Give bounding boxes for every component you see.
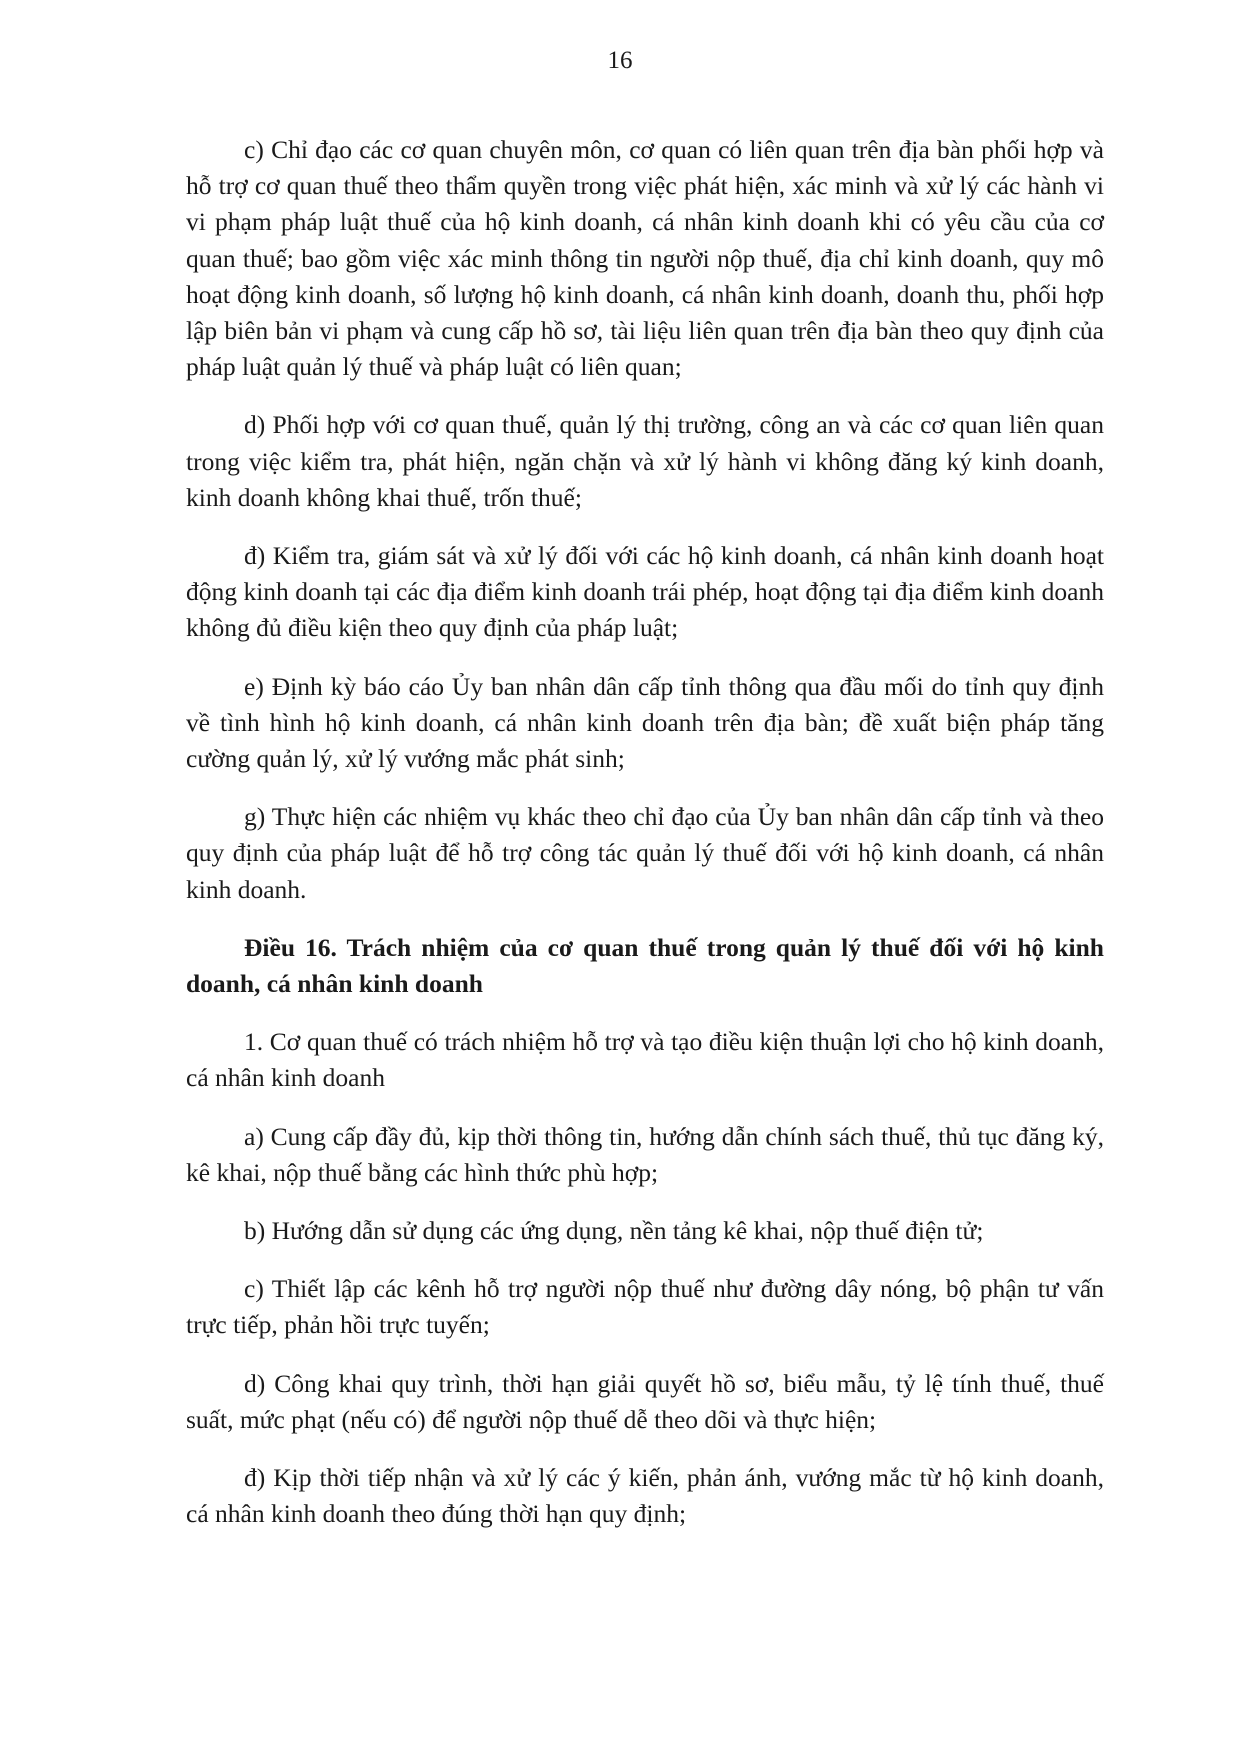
paragraph-dd-kip-thoi: đ) Kịp thời tiếp nhận và xử lý các ý kiến, phản ánh, vướng mắc từ hộ kinh doanh, cá nhân kinh doanh theo đúng thời hạn quy định; <box>186 1463 1104 1529</box>
paragraph-a-cung-cap: a) Cung cấp đầy đủ, kịp thời thông tin, hướng dẫn chính sách thuế, thủ tục đăng ký, kê khai, nộp thuế bằng các hình thức phù hợp; <box>186 1121 1104 1187</box>
paragraph-e-dinh-ky: e) Định kỳ báo cáo Ủy ban nhân dân cấp tỉnh thông qua đầu mối do tỉnh quy định về tình hình hộ kinh doanh, cá nhân kinh doanh trên địa bàn; đề xuất biện pháp tăng cường quản lý, xử lý vướng mắc phát sinh; <box>186 671 1104 774</box>
paragraph-b-huong-dan: b) Hướng dẫn sử dụng các ứng dụng, nền tảng kê khai, nộp thuế điện tử; <box>244 1216 984 1246</box>
paragraph-c-thiet-lap: c) Thiết lập các kênh hỗ trợ người nộp thuế như đường dây nóng, bộ phận tư vấn trực tiếp, phản hồi trực tuyến; <box>186 1274 1104 1340</box>
paragraph-c-chi-dao: c) Chỉ đạo các cơ quan chuyên môn, cơ quan có liên quan trên địa bàn phối hợp và hỗ trợ cơ quan thuế theo thẩm quyền trong việc phát hiện, xác minh và xử lý các hành vi vi phạm pháp luật thuế của hộ kinh doanh, cá nhân kinh doanh khi có yêu cầu của cơ quan thuế; bao gồm việc xác minh thông tin người nộp thuế, địa chỉ kinh doanh, quy mô hoạt động kinh doanh, số lượng hộ kinh doanh, cá nhân kinh doanh, doanh thu, phối hợp lập biên bản vi phạm và cung cấp hồ sơ, tài liệu liên quan trên địa bàn theo quy định của pháp luật quản lý thuế và pháp luật có liên quan; <box>186 135 1104 382</box>
paragraph-g-thuc-hien: g) Thực hiện các nhiệm vụ khác theo chỉ đạo của Ủy ban nhân dân cấp tỉnh và theo quy định của pháp luật để hỗ trợ công tác quản lý thuế đối với hộ kinh doanh, cá nhân kinh doanh. <box>186 802 1104 904</box>
paragraph-dd-kiem-tra: đ) Kiểm tra, giám sát và xử lý đối với các hộ kinh doanh, cá nhân kinh doanh hoạt động kinh doanh tại các địa điểm kinh doanh trái phép, hoạt động tại địa điểm kinh doanh không đủ điều kiện theo quy định của pháp luật; <box>186 541 1104 643</box>
paragraph-d-cong-khai: d) Công khai quy trình, thời hạn giải quyết hồ sơ, biểu mẫu, tỷ lệ tính thuế, thuế suất, mức phạt (nếu có) để người nộp thuế dễ theo dõi và thực hiện; <box>186 1368 1104 1434</box>
page-number: 16 <box>607 47 633 74</box>
document-body <box>186 132 1104 1555</box>
paragraph-d-phoi-hop: d) Phối hợp với cơ quan thuế, quản lý thị trường, công an và các cơ quan liên quan trong việc kiểm tra, phát hiện, ngăn chặn và xử lý hành vi không đăng ký kinh doanh, kinh doanh không khai thuế, trốn thuế; <box>186 410 1104 512</box>
clause-1: 1. Cơ quan thuế có trách nhiệm hỗ trợ và tạo điều kiện thuận lợi cho hộ kinh doanh, cá nhân kinh doanh <box>186 1027 1104 1093</box>
article-16-heading: Điều 16. Trách nhiệm của cơ quan thuế trong quản lý thuế đối với hộ kinh doanh, cá nhân kinh doanh <box>186 932 1104 999</box>
